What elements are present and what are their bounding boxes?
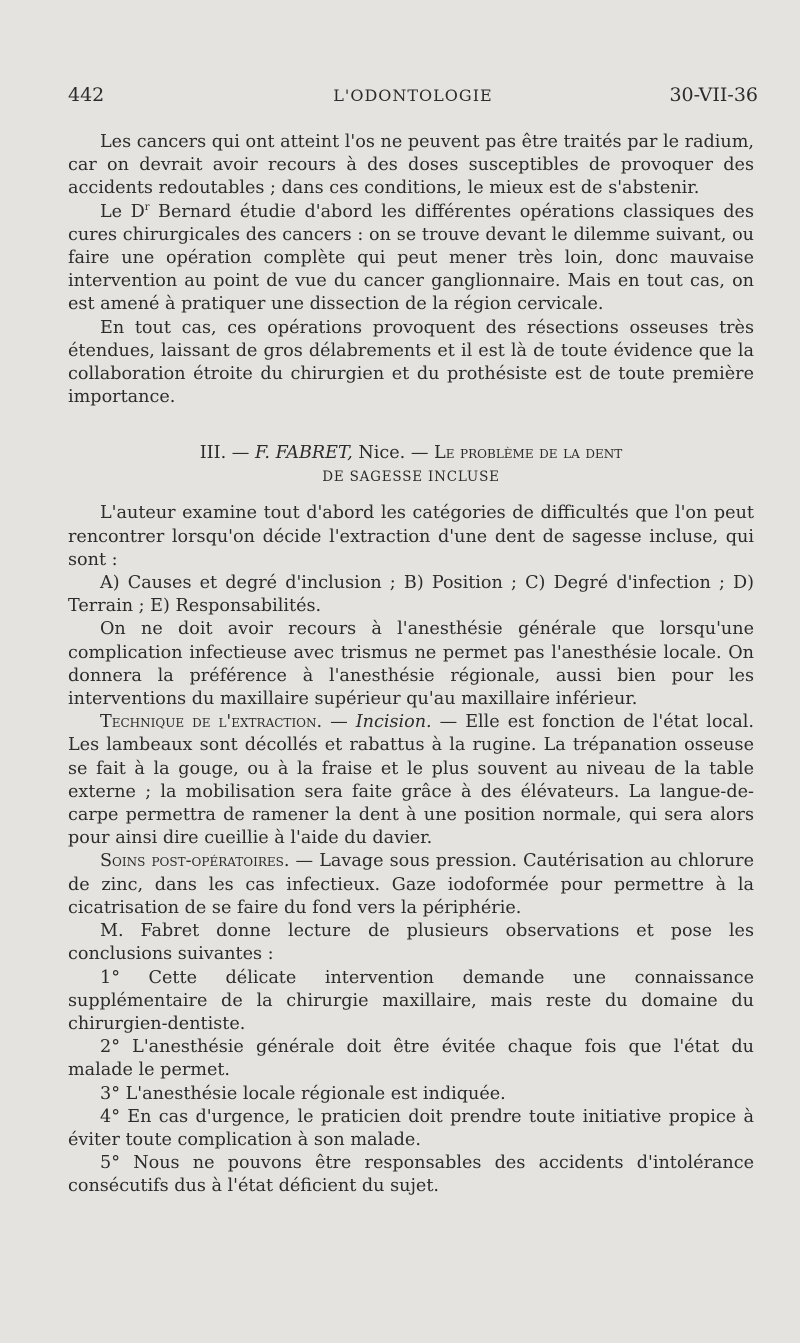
paragraph-text: Le D — [100, 201, 145, 222]
paragraph-text: — Lavage sous pression. Cautérisation au chlorure de zinc, dans les cas infectieux. Gaze iodoformée pour permettre à la cicatrisation de se faire du fond vers la périphérie. — [68, 851, 755, 918]
conclusion-item: 2° L'anesthésie générale doit être évitée chaque fois que l'état du malade le permet. — [68, 1037, 754, 1081]
paragraph-text: — Elle est fonction de l'état local. Les lambeaux sont décollés et rabattus à la rugine. La trépanation osseuse se fait à la gouge, ou à la fraise et le plus souvent au niveau de la table externe ; la mobilisation sera faite grâce à des élévateurs. La langue-de-carpe permettra de ramener la dent à une position normale, qui sera alors pour ainsi dire cueillie à l'aide du davier. — [68, 712, 755, 849]
paragraph-text: Bernard étudie d'abord les différentes opérations classiques des cures chirurgicales des cancers : on se trouve devant le dilemme suivant, ou faire une opération complète qui peut mener très loin, donc mauvaise intervention au point de vue du cancer ganglionnaire. Mais en tout cas, on est amené à pratiquer une dissection de la région cervicale. — [68, 201, 754, 315]
section-heading-line1 — [68, 442, 754, 465]
paragraph: On ne doit avoir recours à l'anesthésie générale que lorsqu'une complication infectieuse avec trismus ne permet pas l'anesthésie locale. On donnera la préférence à l'anesthésie régionale, aussi bien pour les interventions du maxillaire supérieur qu'au maxillaire inférieur. — [68, 619, 754, 710]
paragraph — [68, 201, 754, 317]
conclusion-item: 5° Nous ne pouvons être responsables des accidents d'intolérance consécutifs dus à l'état déficient du sujet. — [68, 1153, 754, 1197]
article-body — [68, 131, 754, 1199]
superscript: r — [144, 201, 150, 213]
paragraph: En tout cas, ces opérations provoquent des résections osseuses très étendues, laissant de gros délabrements et il est là de toute évidence que la collaboration étroite du chirurgien et du prothésiste est de toute première importance. — [68, 317, 754, 408]
paragraph: M. Fabret donne lecture de plusieurs observations et pose les conclusions suivantes : — [68, 921, 754, 965]
paragraph: A) Causes et degré d'inclusion ; B) Position ; C) Degré d'infection ; D) Terrain ; E) Responsabilités. — [68, 573, 754, 617]
conclusion-item: 1° Cette délicate intervention demande une connaissance supplémentaire de la chirurgie maxillaire, mais reste du domaine du chirurgien-dentiste. — [68, 967, 754, 1034]
subsection-head: Technique de l'extraction. — [100, 712, 323, 733]
section-title-line2: DE SAGESSE INCLUSE — [322, 469, 500, 486]
journal-title: L'ODONTOLOGIE — [333, 86, 493, 105]
page-number: 442 — [68, 84, 105, 106]
paragraph: L'auteur examine tout d'abord les catégories de difficultés que l'on peut rencontrer lorsqu'on décide l'extraction d'une dent de sagesse incluse, qui sont : — [68, 503, 754, 570]
paragraph — [68, 711, 754, 850]
section-city: Nice. — — [352, 443, 435, 464]
subhead-incision: Incision. — [355, 712, 432, 733]
section-heading — [68, 442, 754, 489]
dash: — — [322, 712, 356, 733]
section-title: Le problème de la dent — [434, 443, 623, 464]
issue-date: 30-VII-36 — [669, 84, 758, 106]
running-header — [68, 84, 758, 114]
subsection-head: Soins post-opératoires. — [100, 851, 290, 872]
conclusion-item: 4° En cas d'urgence, le praticien doit prendre toute initiative propice à éviter toute complication à son malade. — [68, 1106, 754, 1150]
section-number: III. — — [199, 443, 255, 464]
conclusion-item: 3° L'anesthésie locale régionale est indiquée. — [100, 1083, 506, 1104]
paragraph: Les cancers qui ont atteint l'os ne peuvent pas être traités par le radium, car on devrait avoir recours à des doses susceptibles de provoquer des accidents redoutables ; dans ces conditions, le mieux est de s'abstenir. — [68, 132, 754, 199]
section-author: F. FABRET, — [254, 443, 353, 464]
paragraph — [68, 850, 754, 920]
